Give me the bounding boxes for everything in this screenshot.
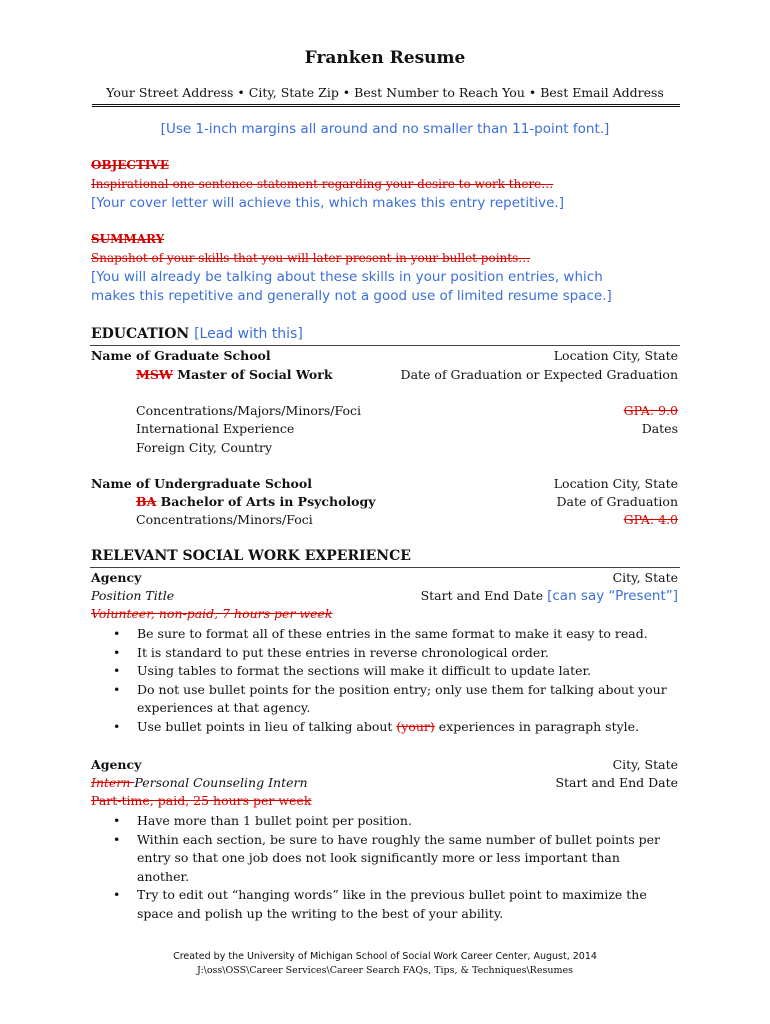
job2-type: Part-time, paid, 25 hours per week — [91, 793, 312, 808]
objective-text: Inspirational one-sentence statement regarding your desire to work there… — [91, 177, 554, 191]
grad-school-location: Location City, State — [553, 348, 678, 363]
undergrad-location: Location City, State — [553, 476, 678, 491]
bullet-icon: • — [113, 626, 121, 641]
grad-foreign-city: Foreign City, Country — [136, 440, 273, 455]
summary-note-line1: [You will already be talking about these skills in your position entries, which — [91, 269, 603, 285]
bullet-icon: • — [113, 887, 121, 902]
list-item — [113, 812, 668, 831]
grad-degree-abbrev: MSW — [136, 367, 173, 382]
undergrad-school-name: Name of Undergraduate School — [91, 476, 312, 491]
grad-gpa: GPA: 9.0 — [623, 403, 678, 418]
job2-agency: Agency — [91, 757, 142, 772]
list-item — [113, 886, 672, 923]
undergrad-concentrations: Concentrations/Minors/Foci — [136, 512, 313, 527]
job2-position-struck: Intern — [91, 775, 135, 790]
bullet-icon: • — [113, 663, 121, 678]
list-item — [113, 831, 672, 887]
grad-international: International Experience — [136, 421, 295, 436]
job1-bullet-struck: (your) — [396, 718, 435, 734]
undergrad-gpa: GPA: 4.0 — [623, 512, 678, 527]
list-item — [113, 644, 683, 663]
job1-bullet-text: Be sure to format all of these entries in the same format to make it easy to read. — [137, 626, 648, 641]
margins-note: [Use 1-inch margins all around and no smaller than 11-point font.] — [160, 121, 610, 137]
job1-bullet-after: experiences in paragraph style. — [434, 718, 640, 734]
job2-bullet-text: Within each section, be sure to have roughly the same number of bullet points per entry so that one job does not look significantly more or less important than another. — [137, 831, 660, 884]
bullet-icon: • — [113, 681, 121, 697]
bullet-icon: • — [113, 813, 121, 828]
list-item — [113, 662, 683, 681]
undergrad-degree-name: Bachelor of Arts in Psychology — [160, 494, 376, 509]
objective-note: [Your cover letter will achieve this, which makes this entry repetitive.] — [91, 195, 564, 211]
undergrad-degree-abbrev: BA — [136, 494, 157, 509]
summary-heading: SUMMARY — [91, 232, 165, 246]
education-heading-note: [Lead with this] — [194, 326, 303, 342]
contact-line: Your Street Address • City, State Zip • Best Number to Reach You • Best Email Address — [106, 85, 664, 100]
job1-agency: Agency — [91, 570, 142, 585]
footer-path: J:\oss\OSS\Career Services\Career Search FAQs, Tips, & Techniques\Resumes — [197, 965, 573, 976]
job2-bullet-text: Try to edit out “hanging words” like in the previous bullet point to maximize the space and polish up the writing to the best of your ability. — [137, 887, 647, 921]
job2-bullet-list — [113, 812, 668, 923]
job1-dates-text: Start and End Date — [420, 588, 544, 603]
summary-note-line2: makes this repetitive and generally not a good use of limited resume space.] — [91, 288, 612, 304]
job2-dates: Start and End Date — [555, 775, 678, 790]
job1-bullet-list — [113, 625, 683, 736]
objective-heading: OBJECTIVE — [91, 158, 169, 172]
bullet-icon: • — [113, 644, 121, 660]
job1-dates-note: [can say “Present”] — [547, 588, 678, 604]
education-heading-text: EDUCATION — [91, 326, 190, 342]
job1-bullet-text: It is standard to put these entries in reverse chronological order. — [137, 644, 549, 660]
job1-position: Position Title — [91, 588, 175, 603]
education-divider — [90, 345, 680, 346]
job2-bullet-text: Have more than 1 bullet point per position. — [137, 813, 412, 828]
undergrad-date: Date of Graduation — [556, 494, 678, 509]
job1-bullet-text: Using tables to format the sections will make it difficult to update later. — [137, 663, 592, 678]
list-item — [113, 718, 683, 737]
grad-intl-dates: Dates — [641, 421, 678, 436]
job1-location: City, State — [612, 570, 678, 585]
job2-position — [91, 775, 308, 790]
experience-heading: RELEVANT SOCIAL WORK EXPERIENCE — [91, 548, 411, 564]
list-item — [113, 681, 692, 718]
job1-bullet-before: Use bullet points in lieu of talking about — [137, 718, 397, 734]
job2-position-text: Personal Counseling Intern — [134, 775, 308, 790]
grad-school-name: Name of Graduate School — [91, 348, 271, 363]
grad-degree-name: Master of Social Work — [177, 367, 333, 382]
job1-dates — [421, 588, 678, 604]
bullet-icon: • — [113, 718, 121, 734]
grad-degree — [136, 367, 333, 382]
experience-divider — [90, 567, 680, 568]
undergrad-degree — [136, 494, 376, 509]
bullet-icon: • — [113, 831, 121, 847]
job2-location: City, State — [612, 757, 678, 772]
job1-type: Volunteer, non-paid, 7 hours per week — [91, 606, 333, 621]
grad-concentrations: Concentrations/Majors/Minors/Foci — [136, 403, 362, 418]
contact-divider — [92, 104, 680, 107]
list-item — [113, 625, 683, 644]
grad-date: Date of Graduation or Expected Graduation — [400, 367, 678, 382]
summary-text: Snapshot of your skills that you will later present in your bullet points… — [91, 251, 531, 265]
job1-bullet-text: Do not use bullet points for the position entry; only use them for talking about your experiences at that agency. — [137, 681, 667, 715]
footer-credit: Created by the University of Michigan School of Social Work Career Center, August, 2014 — [173, 951, 597, 962]
education-heading — [91, 326, 303, 342]
resume-title: Franken Resume — [304, 48, 466, 68]
